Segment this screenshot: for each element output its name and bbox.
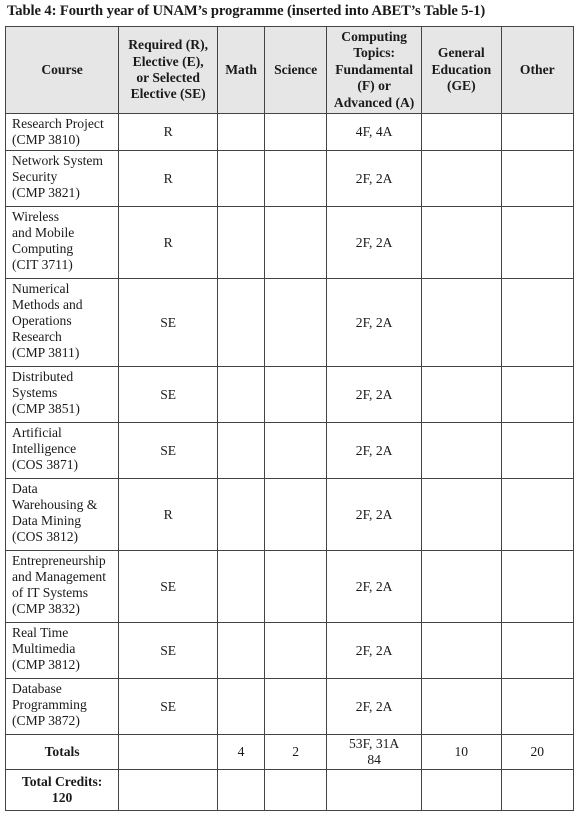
text-line: Advanced (A) (333, 94, 415, 110)
text-line: Elective (SE) (130, 86, 206, 102)
curriculum-table (5, 26, 574, 811)
text-line: Total Credits: (21, 774, 103, 789)
text-line: Network System (12, 153, 103, 168)
text-line: Operations (12, 313, 72, 328)
math-cell (218, 114, 265, 151)
science-cell (265, 479, 327, 551)
other-cell (501, 114, 573, 151)
empty-cell (501, 770, 573, 811)
table-row (6, 151, 574, 207)
course-cell (6, 114, 119, 151)
table-row (6, 679, 574, 735)
text-line: (COS 3871) (12, 457, 79, 472)
course-cell (6, 479, 119, 551)
header-other: Other (501, 27, 573, 114)
totals-science: 2 (265, 735, 327, 770)
text-line: Research Project (12, 116, 104, 131)
text-line: or Selected (136, 70, 200, 85)
general-education-cell (422, 207, 502, 279)
science-cell (265, 367, 327, 423)
text-line: Elective (E), (132, 53, 204, 69)
general-education-cell (422, 114, 502, 151)
text-line: Education (431, 61, 492, 77)
text-line: Data (12, 481, 38, 496)
math-cell (218, 423, 265, 479)
text-line: Methods and (12, 297, 83, 312)
text-line: (CMP 3811) (12, 345, 80, 360)
science-cell (265, 207, 327, 279)
empty-cell (327, 770, 422, 811)
computing-topics-cell: 2F, 2A (327, 623, 422, 679)
science-cell (265, 279, 327, 367)
text-line: (CMP 3832) (12, 601, 80, 616)
general-education-cell (422, 551, 502, 623)
empty-cell (422, 770, 502, 811)
requirement-cell: SE (119, 367, 218, 423)
computing-topics-cell: 2F, 2A (327, 679, 422, 735)
course-cell (6, 623, 119, 679)
total-credits-label (6, 770, 119, 811)
course-cell (6, 151, 119, 207)
course-cell (6, 367, 119, 423)
general-education-cell (422, 151, 502, 207)
computing-topics-cell: 2F, 2A (327, 207, 422, 279)
text-line: Research (12, 329, 62, 344)
course-cell (6, 679, 119, 735)
science-cell (265, 623, 327, 679)
header-general-education (422, 27, 502, 114)
requirement-cell: SE (119, 679, 218, 735)
requirement-cell: R (119, 479, 218, 551)
empty-cell (119, 770, 218, 811)
text-line: Fundamental (335, 61, 414, 77)
empty-cell (218, 770, 265, 811)
other-cell (501, 479, 573, 551)
text-line: Wireless (12, 209, 60, 224)
header-row (6, 27, 574, 114)
science-cell (265, 551, 327, 623)
text-line: 120 (51, 790, 73, 805)
text-line: Systems (12, 385, 58, 400)
requirement-cell: SE (119, 551, 218, 623)
totals-general-education: 10 (422, 735, 502, 770)
requirement-cell: SE (119, 623, 218, 679)
other-cell (501, 279, 573, 367)
math-cell (218, 279, 265, 367)
table-row (6, 551, 574, 623)
total-credits-row (6, 770, 574, 811)
text-line: Intelligence (12, 441, 77, 456)
text-line: (GE) (446, 78, 476, 94)
requirement-cell: R (119, 207, 218, 279)
general-education-cell (422, 279, 502, 367)
other-cell (501, 623, 573, 679)
header-science: Science (265, 27, 327, 114)
math-cell (218, 207, 265, 279)
text-line: Programming (12, 697, 87, 712)
general-education-cell (422, 623, 502, 679)
totals-other: 20 (501, 735, 573, 770)
computing-topics-cell: 2F, 2A (327, 423, 422, 479)
other-cell (501, 551, 573, 623)
general-education-cell (422, 679, 502, 735)
table-row (6, 114, 574, 151)
text-line: Computing (341, 28, 407, 44)
text-line: Artificial (12, 425, 62, 440)
text-line: Numerical (12, 281, 70, 296)
course-cell (6, 423, 119, 479)
totals-row (6, 735, 574, 770)
text-line: Real Time (12, 625, 69, 640)
math-cell (218, 151, 265, 207)
course-cell (6, 207, 119, 279)
text-line: (CMP 3872) (12, 713, 80, 728)
text-line: and Mobile (12, 225, 75, 240)
table-caption: Table 4: Fourth year of UNAM’s programme (inserted into ABET’s Table 5-1) (7, 3, 486, 19)
math-cell (218, 367, 265, 423)
other-cell (501, 423, 573, 479)
text-line: (CMP 3851) (12, 401, 80, 416)
text-line: Computing (12, 241, 74, 256)
other-cell (501, 679, 573, 735)
math-cell (218, 623, 265, 679)
text-line: Security (12, 169, 58, 184)
table-row (6, 367, 574, 423)
text-line: Warehousing & (12, 497, 98, 512)
general-education-cell (422, 423, 502, 479)
other-cell (501, 151, 573, 207)
totals-label: Totals (6, 735, 119, 770)
science-cell (265, 423, 327, 479)
requirement-cell: R (119, 114, 218, 151)
text-line: (CMP 3810) (12, 132, 80, 147)
text-line: Data Mining (12, 513, 82, 528)
text-line: Distributed (12, 369, 74, 384)
science-cell (265, 151, 327, 207)
text-line: Entrepreneurship (12, 553, 106, 568)
general-education-cell (422, 479, 502, 551)
computing-topics-cell: 2F, 2A (327, 151, 422, 207)
general-education-cell (422, 367, 502, 423)
computing-topics-cell: 2F, 2A (327, 367, 422, 423)
requirement-cell: SE (119, 423, 218, 479)
course-cell (6, 551, 119, 623)
totals-math: 4 (218, 735, 265, 770)
math-cell (218, 479, 265, 551)
table-row (6, 623, 574, 679)
text-line: (CMP 3821) (12, 185, 80, 200)
science-cell (265, 679, 327, 735)
course-cell (6, 279, 119, 367)
text-line: of IT Systems (12, 585, 89, 600)
text-line: Database (12, 681, 62, 696)
text-line: Multimedia (12, 641, 76, 656)
table-row (6, 279, 574, 367)
text-line: (CIT 3711) (12, 257, 73, 272)
computing-topics-cell: 2F, 2A (327, 551, 422, 623)
requirement-cell: R (119, 151, 218, 207)
computing-topics-cell: 2F, 2A (327, 479, 422, 551)
text-line: Required (R), (128, 37, 209, 53)
empty-cell (265, 770, 327, 811)
text-line: General (437, 45, 485, 61)
text-line: 53F, 31A (348, 736, 400, 751)
table-row (6, 479, 574, 551)
totals-type (119, 735, 218, 770)
text-line: 84 (367, 752, 381, 767)
text-line: and Management (12, 569, 106, 584)
header-math: Math (218, 27, 265, 114)
text-line: Topics: (353, 45, 396, 61)
math-cell (218, 551, 265, 623)
other-cell (501, 207, 573, 279)
totals-computing (327, 735, 422, 770)
text-line: (CMP 3812) (12, 657, 80, 672)
header-required (119, 27, 218, 114)
math-cell (218, 679, 265, 735)
header-computing-topics (327, 27, 422, 114)
text-line: (COS 3812) (12, 529, 79, 544)
computing-topics-cell: 4F, 4A (327, 114, 422, 151)
science-cell (265, 114, 327, 151)
table-row (6, 207, 574, 279)
text-line: (F) or (357, 78, 391, 94)
computing-topics-cell: 2F, 2A (327, 279, 422, 367)
table-row (6, 423, 574, 479)
header-course: Course (6, 27, 119, 114)
other-cell (501, 367, 573, 423)
requirement-cell: SE (119, 279, 218, 367)
